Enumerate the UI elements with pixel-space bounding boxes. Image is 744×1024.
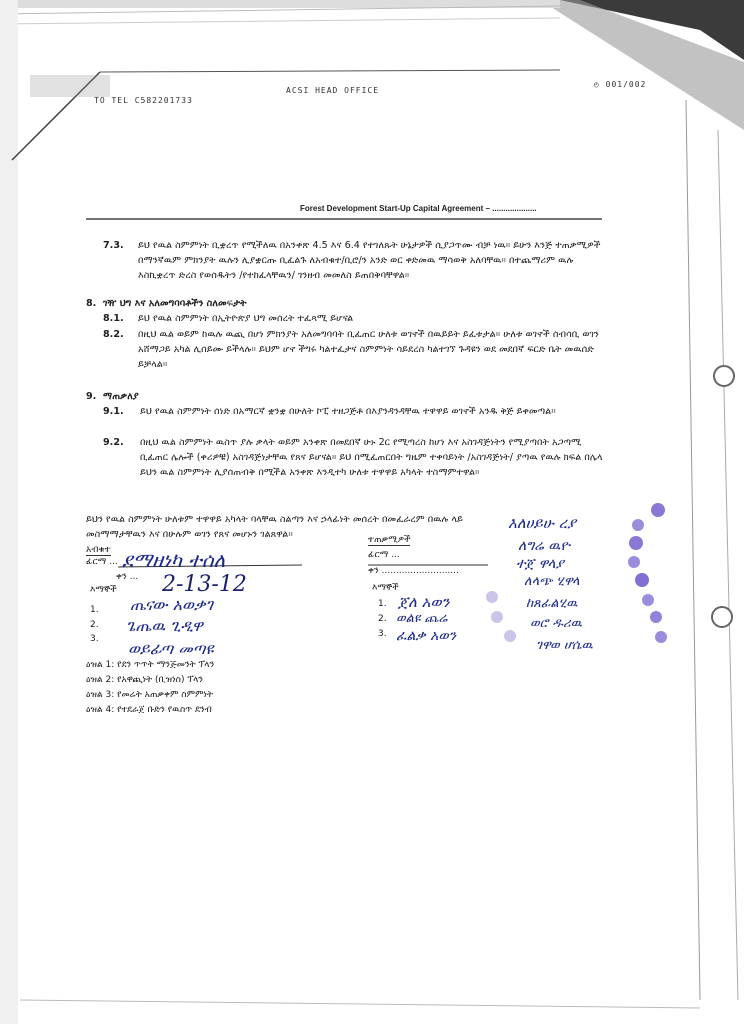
left-handwritten-witness-1: ጤናው አወቃገ (130, 595, 213, 614)
attachment-text: የተደራጀ ቡድን የዉስጥ ደንብ (117, 705, 212, 715)
closing-text: ይህን የዉል ስምምነት ሁለቱም ተዋዋይ አካላት ባላቸዉ ስልጣን እና ኃላፊነት መሰረት በመፈራረም በዉሉ ላይ መስማማታቸዉን እና በሁሉም ወገን የጸና መሆኑን ገልጸዋል። (86, 514, 463, 540)
clause-7-3-text: ይህ የዉል ስምምነት ቢቋረጥ የሚችለዉ በአንቀጽ 4.5 እና 6.4 የተገለጹት ሁኔታዎች ሲያጋጥሙ ብቻ ነዉ። ይሁን እንጅ ተጠቃሚዎች በማንኛዉም ምክንያት ዉሉን ሊያቋርጡ ቢፈልጉ ለአብቁተ/ቢሮ/ን አንድ ወር ቀድመዉ ማሳወቅ አለባቸዉ። በተጨማሪም ዉሉ እስኪቋረጥ ድረስ የወሰዱትን /የተከፈላቸዉን/ ገንዘብ መመለስ ይጠበቅባቸዋል። (138, 240, 601, 281)
fingerprint-stamp (629, 536, 643, 550)
left-handwritten-witness-2: ጌጤዉ ጊዲዋ (126, 616, 203, 635)
attachment-label: ዕዝል 3: (86, 690, 115, 700)
scan-left-band (0, 0, 18, 1024)
fingerprint-stamp (650, 611, 662, 623)
punch-hole (712, 607, 732, 627)
right-party-label: ተጠቃሚዎች (368, 535, 411, 545)
section-9-heading: ማጠቃለያ (103, 391, 139, 402)
right-handwritten-signer-6: ወሮ ዱሪዉ (530, 616, 582, 631)
fax-page-number: 001/002 (605, 80, 647, 89)
fingerprint-stamp (651, 503, 665, 517)
clause-9-2-text: በዚህ ዉል ስምምነት ዉስጥ ያሉ ቃላት ወይም አንቀጽ በመደበኛ ሁኑ 2ር የሚጣረስ ከሆነ እና አስገዳጅነትን የሚያጣበት አጋጣሚ ቢፈጠር ሌሎች (ቀሪዎቹ) አስገዳጅነታቸዉ የጸና ይሆናል። ይህ በሚፈጠርበት ግዜም ተቀባይነት /አስገዳጅነት/ ያጣዉ የዉሉ ክፍል በሌላ ይህን ዉል ስምምነት ሊያሰጠብቅ በሚችል አንቀጽ እንዲተካ ሁለቱ ተዋዋይ አካላት ተስማምተዋል። (140, 437, 603, 478)
left-witness-number-1: 1. (90, 605, 99, 615)
clause-8-2-text: በዚህ ዉል ወይም ከዉሉ ዉጪ በሆነ ምክንያት አለመግባባት ቢፈጠር ሁለቱ ወገኖች በዉይይት ይፈቱታል። ሁለቱ ወገኖች ሰብሳቢ ወገን አሸማጋይ አካል ሊሰይሙ ይችላሉ። ይህም ሆኖ ችግሩ ካልተፈታና ስምምነት ሳይደረስ ካልተገኘ ጉዳዩን ወደ መደበኛ ፍርድ ቤት መዉሰድ ይቻላል። (138, 329, 599, 370)
fold-line (100, 70, 560, 72)
clause-7-3-number: 7.3. (103, 240, 124, 251)
clause-8-1-number: 8.1. (103, 313, 124, 324)
clause-8-1-text: ይህ የዉል ስምምነት በኢትዮጵያ ህግ መሰረት ተፈጻሚ ይሆናል (138, 313, 354, 324)
fax-page-icon: ◴ (594, 80, 600, 89)
right-witnesses-label: እማኞች (372, 583, 399, 593)
attachment-label: ዕዝል 1: (86, 660, 115, 670)
clause-8-2-number: 8.2. (103, 329, 124, 340)
left-handwritten-name: ደማዘነካ ተሰለ (122, 548, 226, 572)
right-date-label: ቀን ........................... (368, 566, 459, 576)
right-handwritten-signer-5: ከጸፊልሂዉ (526, 596, 578, 611)
section-8-number: 8. (86, 298, 97, 309)
attachment-label: ዕዝል 2: (86, 675, 115, 685)
left-party-label: አብቁተ (86, 545, 111, 555)
paper-edge-line (686, 100, 700, 1000)
right-handwritten-witness-1: ጀለ አወን (398, 593, 450, 611)
right-witness-number-3: 3. (378, 629, 387, 639)
fax-office: ACSI HEAD OFFICE (286, 86, 380, 95)
paper-edge-line (20, 1000, 700, 1008)
right-handwritten-signer-4: ለላጭ ሂዋላ (524, 574, 580, 589)
clause-9-1-number: 9.1. (103, 406, 124, 417)
paper-edge-line (0, 18, 560, 24)
section-8-heading: ገዥ ህግ እና አለመግባባቶችን ስለመፍታት (103, 298, 247, 309)
clause-9-2-number: 9.2. (103, 437, 124, 448)
right-signature-label: ፊርማ ... (368, 550, 400, 560)
fingerprint-stamp (486, 591, 498, 603)
right-witness-number-2: 2. (378, 614, 387, 624)
scan-speckle (30, 75, 110, 97)
fingerprint-stamp (504, 630, 516, 642)
left-witness-number-2: 2. (90, 620, 99, 630)
punch-hole (714, 366, 734, 386)
right-handwritten-signer-1: እለሀይሁ ረያ (508, 514, 577, 532)
right-witness-number-1: 1. (378, 599, 387, 609)
right-handwritten-signer-3: ተጀ ዋላያ (516, 556, 564, 572)
fingerprint-stamp (642, 594, 654, 606)
left-witnesses-label: እማኞች (90, 585, 117, 595)
attachment-1 (86, 660, 214, 670)
right-handwritten-witness-2: ወልዩ ጨሬ (396, 611, 448, 626)
left-handwritten-date: 2-13-12 (162, 572, 247, 597)
paper-edge-line (718, 130, 738, 1000)
attachment-text: የአዋጪነት (ቢዝነስ) ፕላን (117, 675, 204, 685)
attachment-text: የመሬት አጠቃቀም ስምምነት (117, 690, 214, 700)
clause-9-1-text: ይህ የዉል ስምምነት ሰነድ በአማርኛ ቋንቋ በሁለት ኮፒ ተዘጋጅቶ በእያንዳንዳቸዉ ተዋዋይ ወገኖች አንዱ ቅጅ ይቀመጣል። (140, 406, 556, 417)
left-witness-number-3: 3. (90, 634, 99, 644)
section-9-number: 9. (86, 391, 97, 402)
attachment-4 (86, 705, 212, 715)
attachment-3 (86, 690, 213, 700)
attachment-text: የደን ጥጥት ማንጅመንት ፕላን (117, 660, 215, 670)
right-handwritten-signer-2: ለግሬ ዉዮ (518, 538, 570, 554)
fingerprint-stamp (655, 631, 667, 643)
right-handwritten-signer-7: ገዋወ ሆሴዉ (536, 638, 593, 653)
fingerprint-stamp (632, 519, 644, 531)
fax-page (594, 80, 646, 89)
fingerprint-stamp (491, 611, 503, 623)
attachment-label: ዕዝል 4: (86, 705, 115, 715)
fax-tel: TO TEL C582201733 (94, 96, 193, 105)
right-handwritten-witness-3: ፈልቃ አወን (396, 628, 457, 644)
attachment-2 (86, 675, 203, 685)
left-handwritten-witness-3: ወይፊጣ መጣዩ (128, 639, 214, 658)
fingerprint-stamp (635, 573, 649, 587)
fingerprint-stamp (628, 556, 640, 568)
document-title: Forest Development Start-Up Capital Agreement – .................... (300, 204, 537, 213)
left-signature-label: ፊርማ ... (86, 557, 118, 567)
left-date-label: ቀን ... (116, 572, 139, 582)
